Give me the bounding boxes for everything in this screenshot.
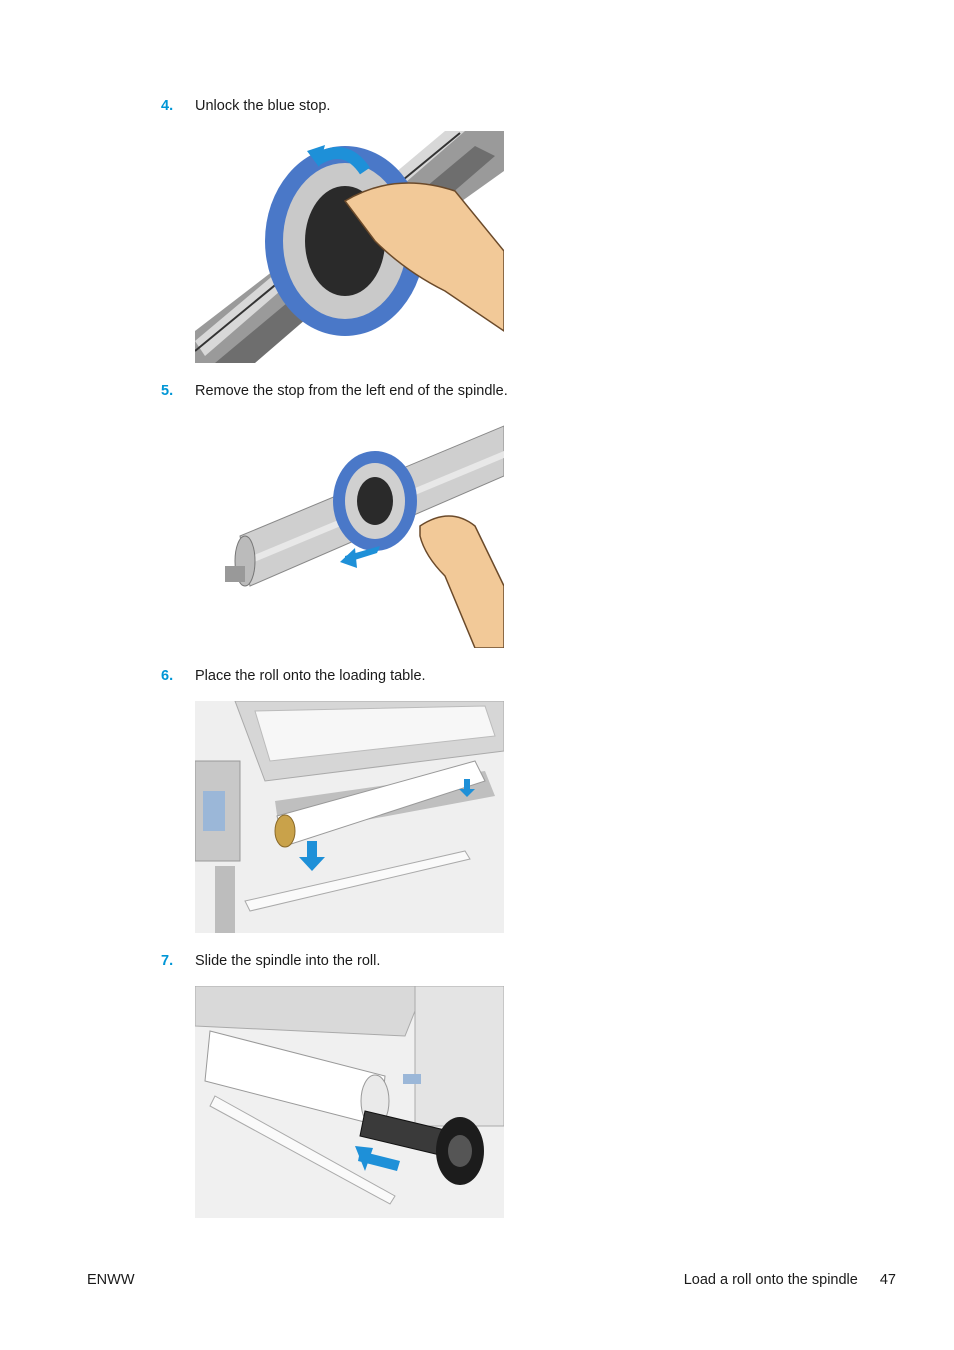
footer-doc-code: ENWW — [87, 1272, 135, 1288]
figure-slide-spindle — [195, 986, 504, 1218]
figure-place-roll — [195, 701, 504, 933]
step-instruction: Place the roll onto the loading table. — [195, 668, 426, 684]
page-number: 47 — [879, 1272, 896, 1288]
step-number: 5. — [161, 383, 174, 399]
step-number: 6. — [161, 668, 174, 684]
step-instruction: Unlock the blue stop. — [195, 98, 331, 114]
down-arrow-icon — [307, 841, 317, 859]
footer-section — [684, 1271, 896, 1289]
figure-remove-stop — [195, 416, 504, 648]
step-instruction: Remove the stop from the left end of the spindle. — [195, 383, 508, 399]
hand-icon — [420, 516, 504, 648]
step-number: 4. — [161, 98, 174, 114]
footer-section-title: Load a roll onto the spindle — [683, 1272, 858, 1288]
step-instruction: Slide the spindle into the roll. — [195, 953, 381, 969]
figure-unlock-blue-stop — [195, 131, 504, 363]
step-number: 7. — [161, 953, 174, 969]
